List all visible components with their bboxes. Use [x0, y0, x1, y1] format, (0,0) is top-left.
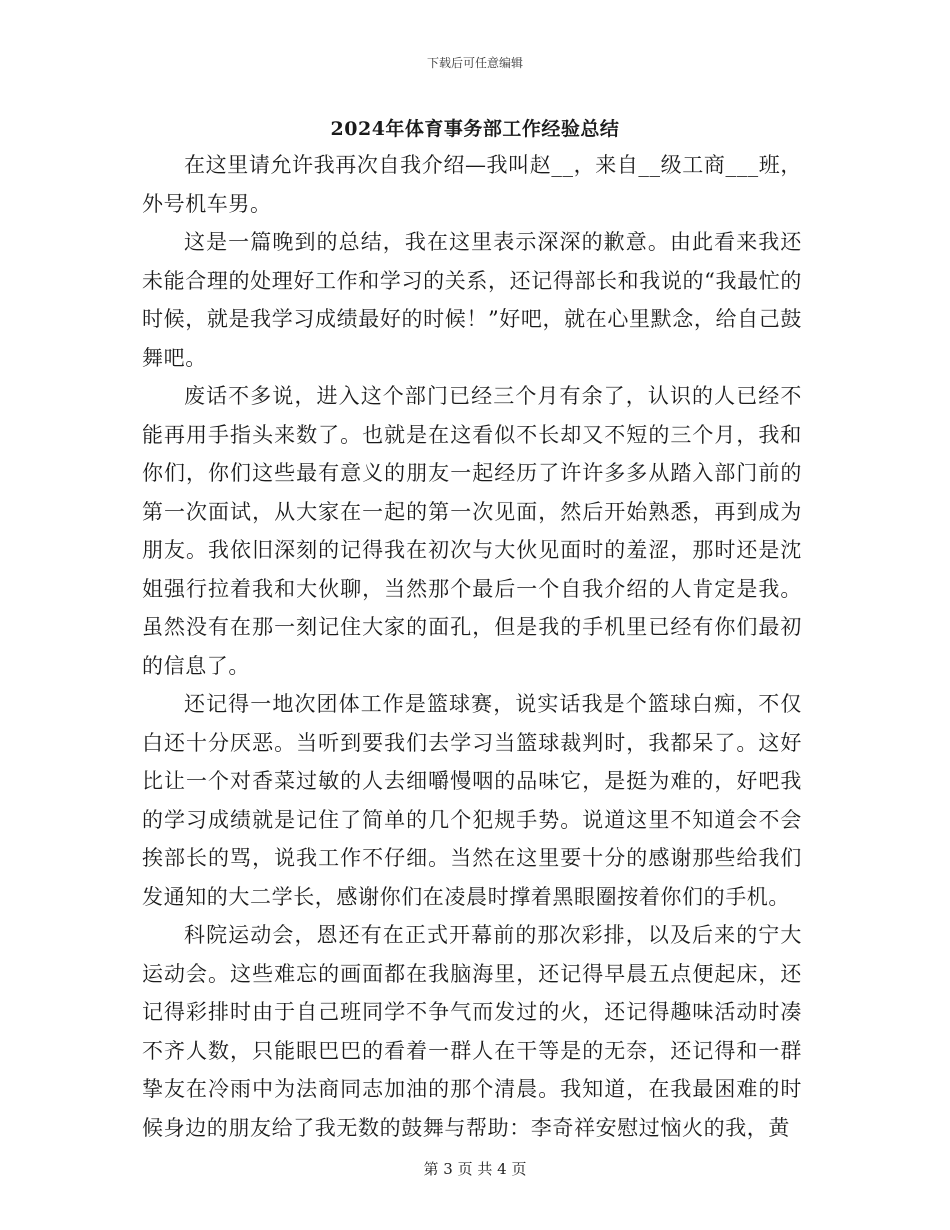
paragraph: 废话不多说，进入这个部门已经三个月有余了，认识的人已经不能再用手指头来数了。也就是在这看似不长却又不短的三个月，我和你们，你们这些最有意义的朋友一起经历了许许多多从踏入部门前的第一次面试，从大家在一起的第一次见面，然后开始熟悉，再到成为朋友。我依旧深刻的记得我在初次与大伙见面时的羞涩，那时还是沈姐强行拉着我和大伙聊，当然那个最后一个自我介绍的人肯定是我。虽然没有在那一刻记住大家的面孔，但是我的手机里已经有你们最初的信息了。	[142, 384, 802, 678]
paragraph: 还记得一地次团体工作是篮球赛，说实话我是个篮球白痴，不仅白还十分厌恶。当听到要我们去学习当篮球裁判时，我都呆了。这好比让一个对香菜过敏的人去细嚼慢咽的品味它，是挺为难的，好吧我的学习成绩就是记住了简单的几个犯规手势。说道这里不知道会不会挨部长的骂，说我工作不仔细。当然在这里要十分的感谢那些给我们发通知的大二学长，感谢你们在凌晨时撑着黑眼圈按着你们的手机。	[142, 692, 802, 909]
document-body	[142, 146, 802, 1147]
paragraph: 科院运动会，恩还有在正式开幕前的那次彩排，以及后来的宁大运动会。这些难忘的画面都在我脑海里，还记得早晨五点便起床，还记得彩排时由于自己班同学不争气而发过的火，还记得趣味活动时凑不齐人数，只能眼巴巴的看着一群人在干等是的无奈，还记得和一群挚友在冷雨中为法商同志加油的那个清晨。我知道，在我最困难的时候身边的朋友给了我无数的鼓舞与帮助：李奇祥安慰过恼火的我，黄	[142, 923, 802, 1140]
page-number: 第 3 页 共 4 页	[423, 1160, 527, 1178]
paragraph: 在这里请允许我再次自我介绍—我叫赵__，来自__级工商___班，外号机车男。	[142, 153, 802, 216]
document-title: 2024年体育事务部工作经验总结	[330, 118, 620, 140]
paragraph: 这是一篇晚到的总结，我在这里表示深深的歉意。由此看来我还未能合理的处理好工作和学习的关系，还记得部长和我说的“我最忙的时候，就是我学习成绩最好的时候！”好吧，就在心里默念，给自己鼓舞吧。	[142, 230, 802, 370]
page-header-note: 下载后可任意编辑	[426, 56, 523, 70]
